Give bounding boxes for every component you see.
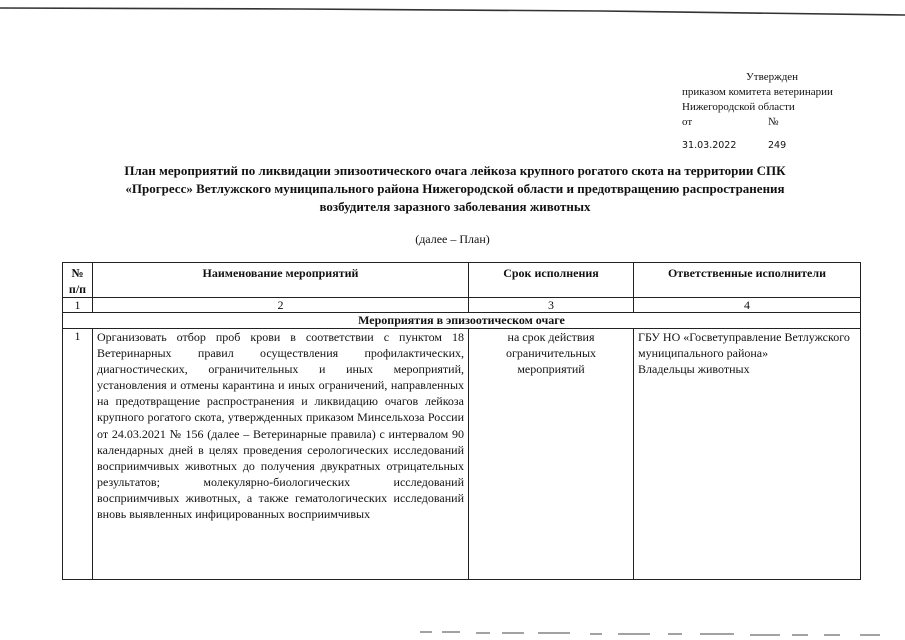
approval-number-label: № xyxy=(768,116,779,128)
plan-title: План мероприятий по ликвидации эпизоотического очага лейкоза крупного рогатого скота на территории СПК «Прогресс» Ветлужского муниципального района Нижегородской области и предотвращению распространения возбудителя заразного заболевания животных xyxy=(124,163,786,214)
plan-table xyxy=(62,262,861,580)
approval-from-label: от xyxy=(682,116,693,128)
row-term: на срок действия ограничительных мероприятий xyxy=(469,329,634,580)
col-number-2: 2 xyxy=(93,298,469,313)
column-number-row xyxy=(63,298,861,313)
section-row xyxy=(63,313,861,329)
plan-subtitle: (далее – План) xyxy=(415,232,490,246)
header-name: Наименование мероприятий xyxy=(93,263,469,298)
section-title: Мероприятия в эпизоотическом очаге xyxy=(63,313,861,329)
approval-line-1: приказом комитета ветеринарии xyxy=(682,86,833,98)
header-index: № п/п xyxy=(63,263,93,298)
header-executors: Ответственные исполнители xyxy=(634,263,861,298)
approval-stamp xyxy=(682,70,872,153)
approval-line-2: Нижегородской области xyxy=(682,101,795,113)
row-activity: Организовать отбор проб крови в соответствии с пунктом 18 Ветеринарных правил осуществления профилактических, диагностических, ограничительных и иных мероприятий, установления и отмены карантина и иных ограничений, направленных на предотвращение распространения и ликвидацию очагов лейкоза крупного рогатого скота, утвержденных приказом Минсельхоза России от 24.03.2021 № 156 (далее – Ветеринарные правила) с интервалом 90 календарных дней в целях проведения серологических исследований восприимчивых животных до получения двукратных отрицательных результатов; молекулярно-биологических исследований восприимчивых животных, а также гематологических исследований вновь выявленных инфицированных восприимчивых xyxy=(93,329,469,580)
approval-title: Утвержден xyxy=(746,71,799,83)
scan-artifact-dashes xyxy=(420,628,900,638)
col-number-3: 3 xyxy=(469,298,634,313)
col-number-4: 4 xyxy=(634,298,861,313)
row-executor-1: ГБУ НО «Госветуправление Ветлужского муниципального района» xyxy=(638,330,850,361)
row-index: 1 xyxy=(63,329,93,580)
table-header-row xyxy=(63,263,861,298)
scan-edge-line xyxy=(0,6,905,20)
approval-number: 249 xyxy=(768,140,787,151)
row-executor-2: Владельцы животных xyxy=(638,362,750,377)
col-number-1: 1 xyxy=(63,298,93,313)
row-executors xyxy=(634,329,861,580)
table-row xyxy=(63,329,861,580)
approval-date: 31.03.2022 xyxy=(682,140,737,151)
header-term: Срок исполнения xyxy=(469,263,634,298)
